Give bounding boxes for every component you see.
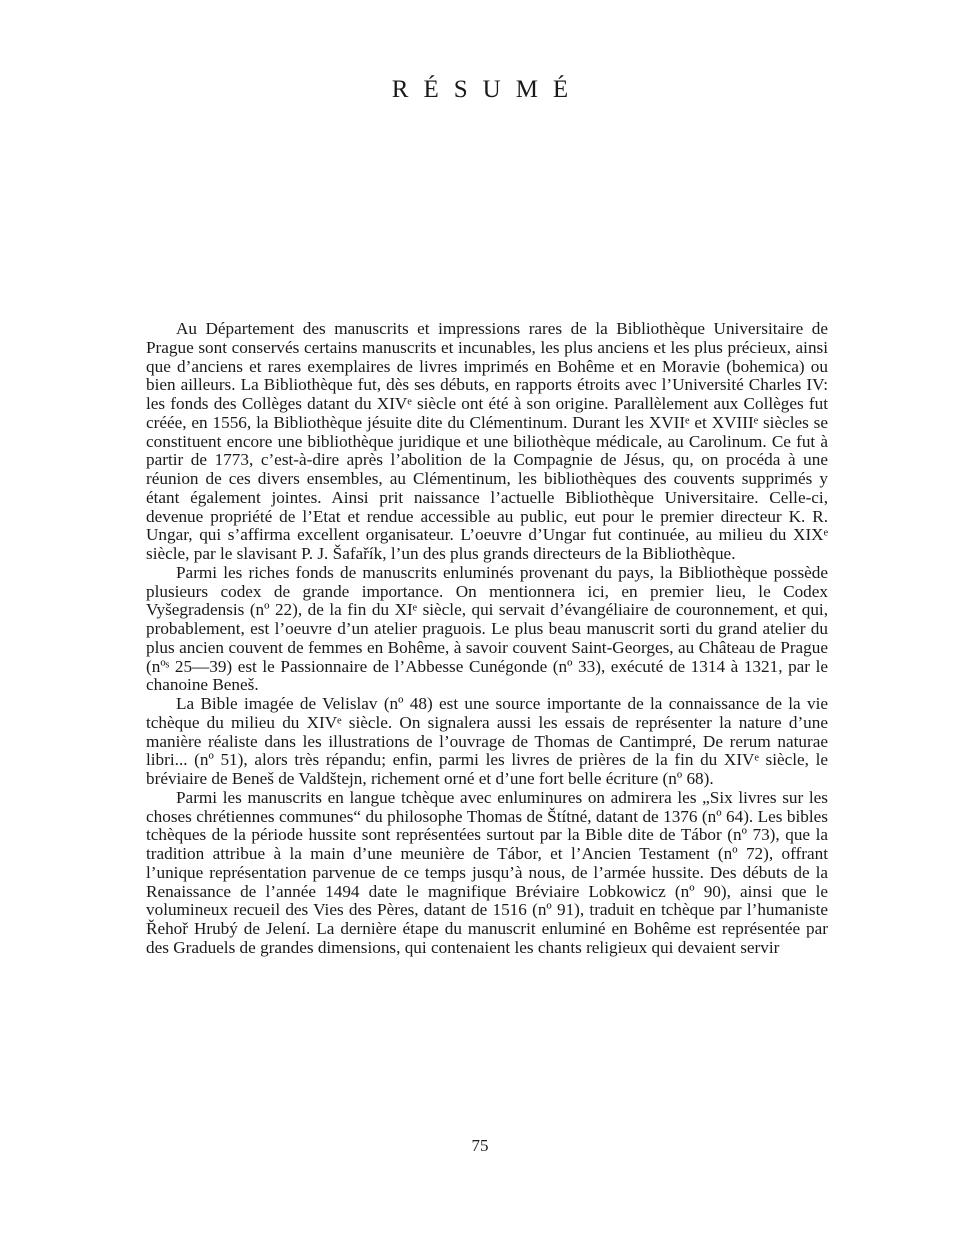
paragraph: Parmi les riches fonds de manuscrits enluminés provenant du pays, la Bibliothèque possède plusieurs codex de grande importance. On mentionnera ici, en premier lieu, le Codex Vyšegradensis (nº 22), de la fin du XIᵉ siècle, qui servait d’évangéliaire de couronnement, et qui, probablement, est l’oeuvre d’un atelier praguois. Le plus beau manuscrit sorti du grand atelier du plus ancien couvent de femmes en Bohême, à savoir couvent Saint-Georges, au Château de Prague (nºˢ 25—39) est le Passionnaire de l’Abbesse Cunégonde (nº 33), exécuté de 1314 à 1321, par le chanoine Beneš.	[146, 562, 828, 695]
paragraph: La Bible imagée de Velislav (nº 48) est une source importante de la connaissance de la vie tchèque du milieu du XIVᵉ siècle. On signalera aussi les essais de représenter la nature d’une manière réaliste dans les illustrations de l’ouvrage de Thomas de Cantimpré, De rerum naturae libri... (nº 51), alors très répandu; enfin, parmi les livres de prières de la fin du XIVᵉ siècle, le bréviaire de Beneš de Valdštejn, richement orné et d’une fort belle écriture (nº 68).	[146, 694, 828, 788]
paragraph: Au Département des manuscrits et impressions rares de la Bibliothèque Universitaire de Prague sont conservés certains manuscrits et incunables, les plus anciens et les plus précieux, ainsi que d’anciens et rares exemplaires de livres imprimés en Bohême et en Moravie (bohemica) ou bien ailleurs. La Bibliothèque fut, dès ses débuts, en rapports étroits avec l’Université Charles IV: les fonds des Collèges datant du XIVᵉ siècle ont été à son origine. Parallèlement aux Collèges fut créée, en 1556, la Bibliothèque jésuite dite du Clémentinum. Durant les XVIIᵉ et XVIIIᵉ siècles se constituent encore une bibliothèque juridique et une biliothèque médicale, au Carolinum. Ce fut à partir de 1773, c’est-à-dire après l’abolition de la Compagnie de Jésus, qu, on procéda à une réunion de ces divers ensembles, au Clémentinum, les bibliothèques des couvents supprimés y étant également jointes. Ainsi prit naissance l’actuelle Bibliothèque Universitaire. Celle-ci, devenue propriété de l’Etat et rendue accessible au public, eut pour le premier directeur K. R. Ungar, qui s’affirma excellent organisateur. L’oeuvre d’Ungar fut continuée, au milieu du XIXᵉ siècle, par le slavisant P. J. Šafařík, l’un des plus grands directeurs de la Bibliothèque.	[146, 319, 828, 563]
page-title: RÉSUMÉ	[391, 76, 584, 103]
body-text	[146, 320, 828, 958]
paragraph: Parmi les manuscrits en langue tchèque avec enluminures on admirera les „Six livres sur les choses chrétiennes communes“ du philosophe Thomas de Štítné, datant de 1376 (nº 64). Les bibles tchèques de la période hussite sont représentées surtout par la Bible dite de Tábor (nº 73), que la tradition attribue à la main d’une meunière de Tábor, et l’Ancien Testament (nº 72), offrant l’unique représentation parvenue de ce temps jusqu’à nous, de l’armée hussite. Des débuts de la Renaissance de l’année 1494 date le magnifique Bréviaire Lobkowicz (nº 90), ainsi que le volumineux recueil des Vies des Pères, datant de 1516 (nº 91), traduit en tchèque par l’humaniste Řehoř Hrubý de Jelení. La dernière étape du manuscrit enluminé en Bohême est représentée par des Graduels de grandes dimensions, qui contenaient les chants religieux qui devaient servir	[146, 787, 828, 957]
page-number: 75	[471, 1136, 489, 1155]
